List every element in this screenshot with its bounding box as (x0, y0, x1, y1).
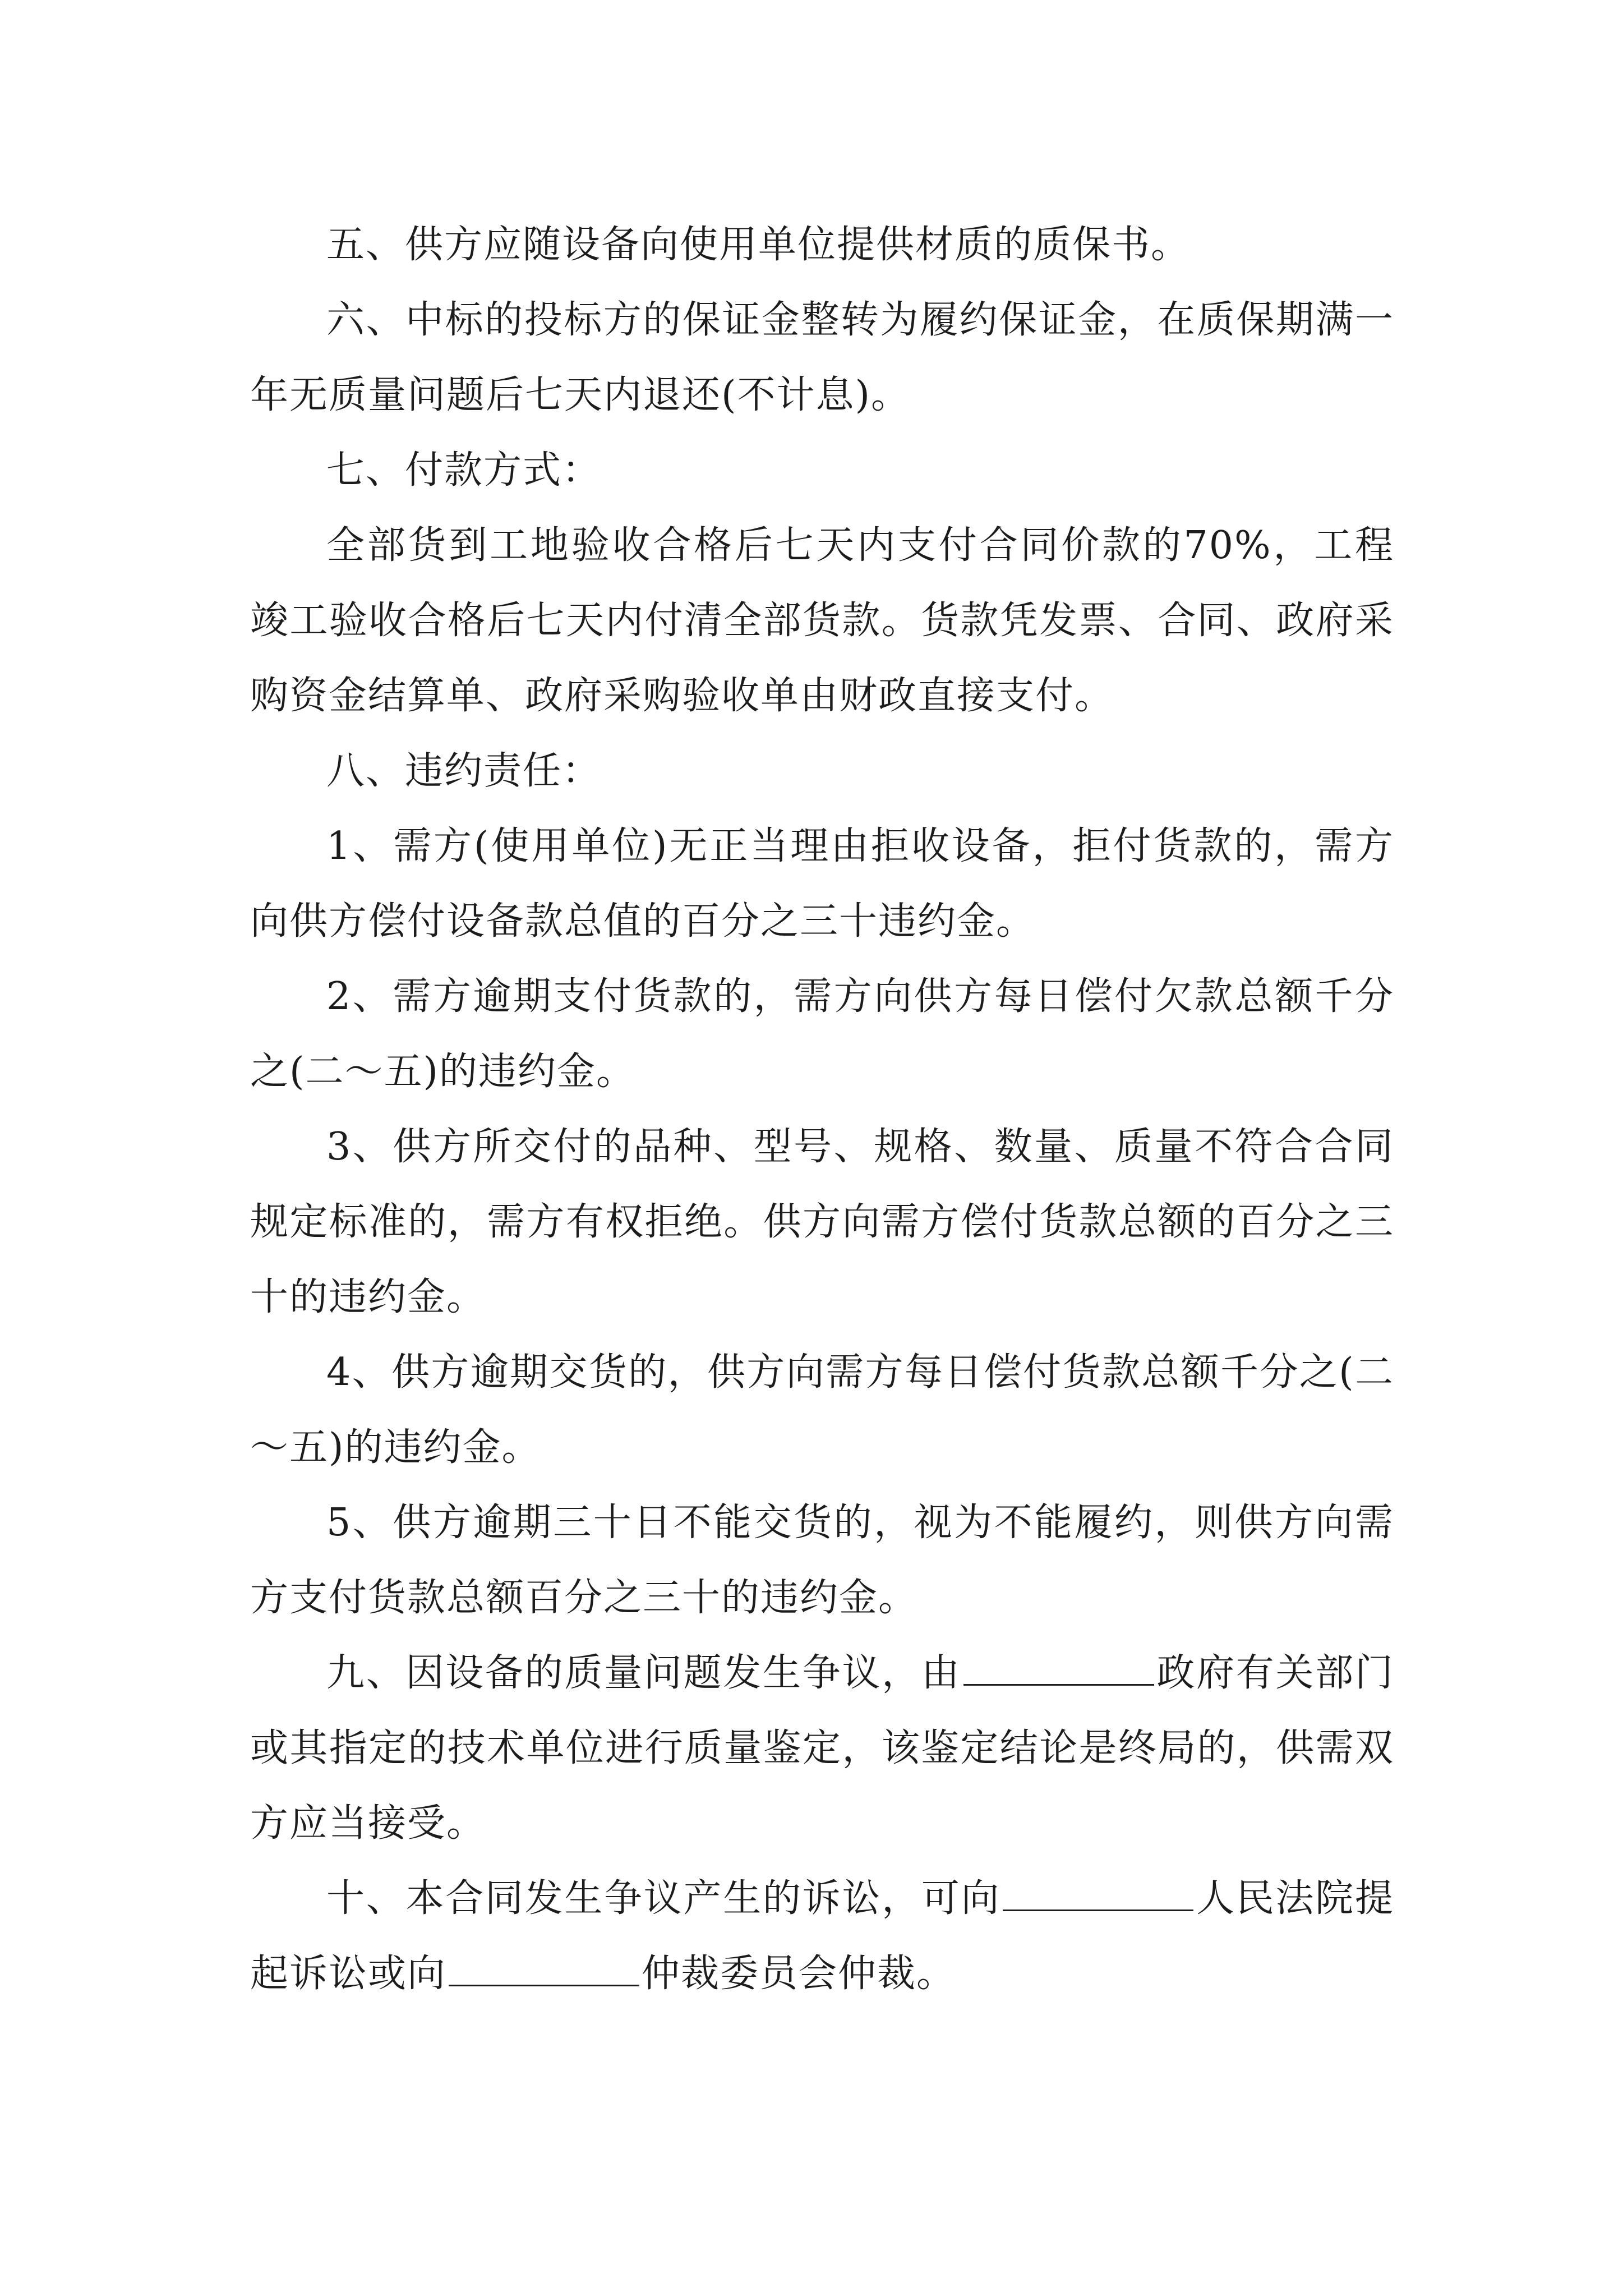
clause-10-text-end: 仲裁委员会仲裁。 (642, 1952, 956, 1996)
clause-8-item-3: 3、供方所交付的品种、型号、规格、数量、质量不符合合同规定标准的，需方有权拒绝。供方向需方偿付货款总额的百分之三十的违约金。 (250, 1125, 1394, 1319)
clause-8-item-4: 4、供方逾期交货的，供方向需方每日偿付货款总额千分之(二～五)的违约金。 (250, 1350, 1394, 1470)
clause-8-item-1: 1、需方(使用单位)无正当理由拒收设备，拒付货款的，需方向供方偿付设备款总值的百分之三十违约金。 (250, 824, 1394, 944)
blank-line-government (963, 1650, 1154, 1686)
blank-line-court (1003, 1876, 1193, 1911)
clause-9 (250, 1636, 1394, 1861)
clause-8-item-2: 2、需方逾期支付货款的，需方向供方每日偿付欠款总额千分之(二～五)的违约金。 (250, 974, 1394, 1094)
clause-8-item-5: 5、供方逾期三十日不能交货的，视为不能履约，则供方向需方支付货款总额百分之三十的违约金。 (250, 1501, 1394, 1620)
clause-10-text-middle: 人民法院提起诉讼或向 (250, 1876, 1394, 1996)
blank-line-arbitration (449, 1951, 639, 1986)
clause-7-heading: 七、付款方式： (326, 448, 602, 493)
clause-10-text-start: 十、本合同发生争议产生的诉讼，可向 (326, 1876, 1001, 1921)
clause-5: 五、供方应随设备向使用单位提供材质的质保书。 (326, 223, 1191, 267)
clause-8-heading: 八、违约责任： (326, 749, 602, 793)
clause-6: 六、中标的投标方的保证金整转为履约保证金，在质保期满一年无质量问题后七天内退还(不计息)。 (250, 298, 1394, 417)
clause-9-text-start: 九、因设备的质量问题发生争议，由 (326, 1651, 961, 1695)
clause-7-body: 全部货到工地验收合格后七天内支付合同价款的70%，工程竣工验收合格后七天内付清全部货款。货款凭发票、合同、政府采购资金结算单、政府采购验收单由财政直接支付。 (250, 523, 1394, 718)
clause-10 (250, 1861, 1394, 2012)
document-body (250, 208, 1394, 2012)
clause-9-text-end: 政府有关部门或其指定的技术单位进行质量鉴定，该鉴定结论是终局的，供需双方应当接受。 (250, 1651, 1394, 1846)
